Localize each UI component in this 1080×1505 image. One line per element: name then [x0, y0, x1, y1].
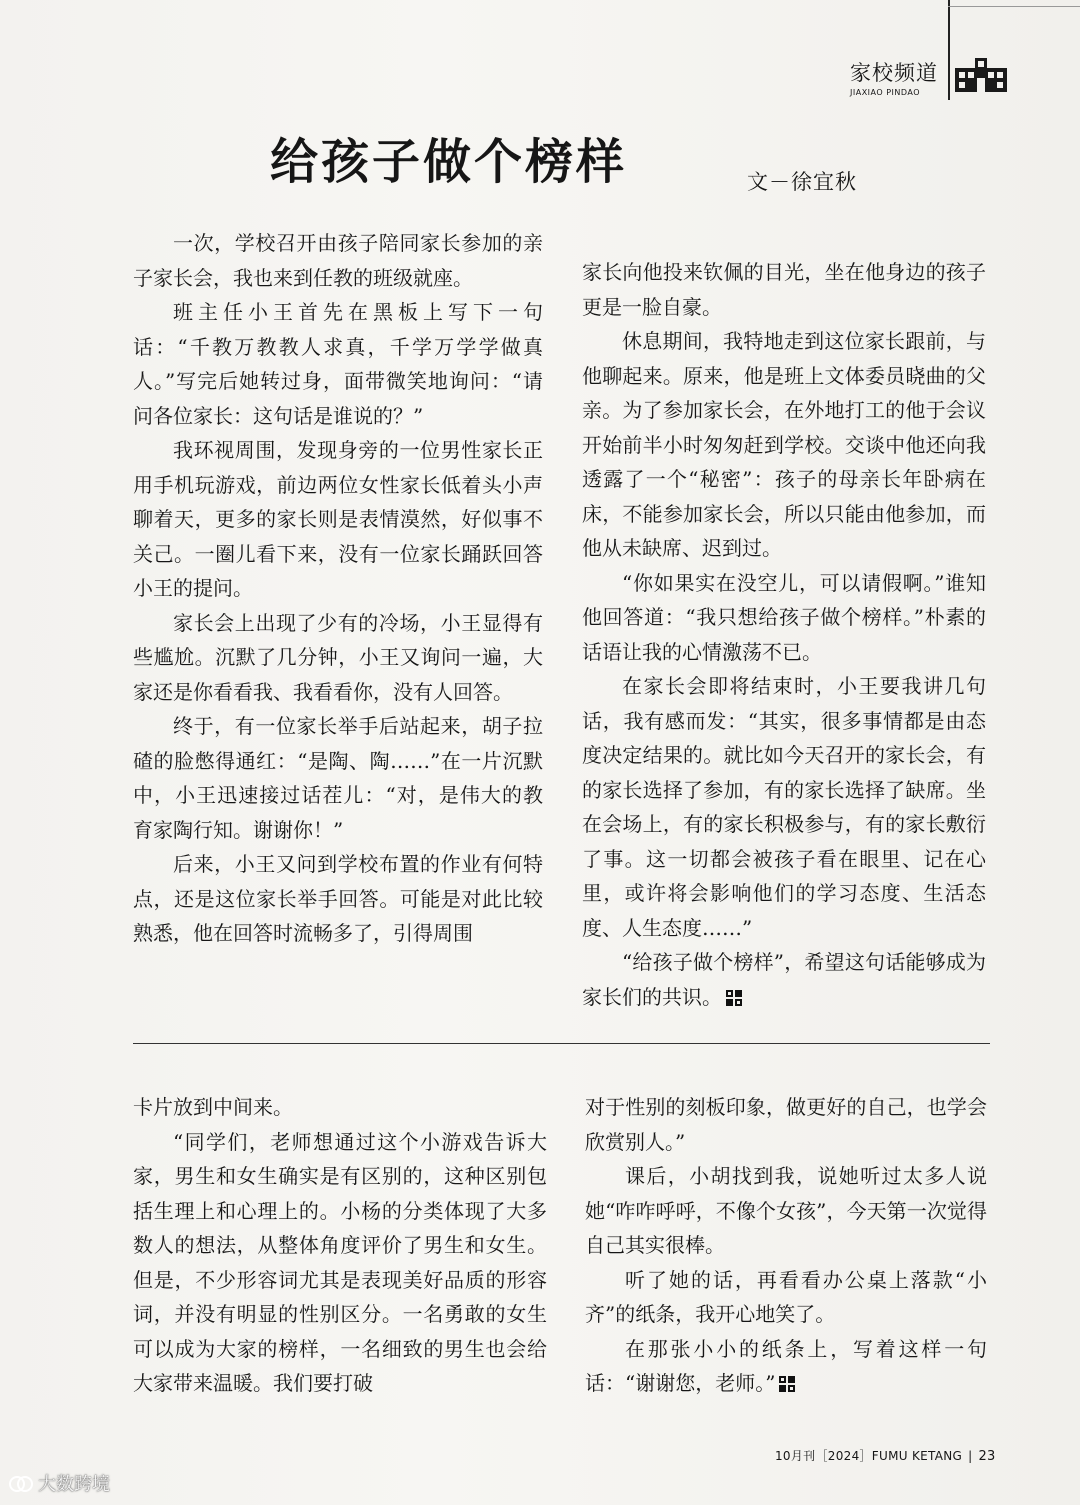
paragraph: 终于，有一位家长举手后站起来，胡子拉碴的脸憋得通红：“是陶、陶……”在一片沉默中，小王迅速接过话茬儿：“对，是伟大的教育家陶行知。谢谢你！” — [133, 714, 543, 842]
bottom-column-left — [133, 1090, 547, 1401]
paragraph-text: 在那张小小的纸条上，写着这样一句话：“谢谢您，老师。” — [585, 1336, 987, 1395]
end-mark-icon — [726, 990, 742, 1006]
paragraph: “你如果实在没空儿，可以请假啊。”谁知他回答道：“我只想给孩子做个榜样。”朴素的话语让我的心情激荡不已。 — [582, 570, 986, 664]
page-number: 23 — [978, 1449, 996, 1464]
article-byline: 文－徐宜秋 — [747, 170, 857, 194]
paragraph-text: “给孩子做个榜样”，希望这句话能够成为家长们的共识。 — [582, 950, 986, 1009]
paragraph: 在家长会即将结束时，小王要我讲几句话，我有感而发：“其实，很多事情都是由态度决定结果的。就比如今天召开的家长会，有的家长选择了参加，有的家长选择了缺席。坐在会场上，有的家长积极参与，有的家长敷衍了事。这一切都会被孩子看在眼里、记在心里，或许将会影响他们的学习态度、生活态度、人生态度……” — [582, 674, 986, 940]
issue-label: 10月刊［2024］FUMU KETANG — [775, 1449, 963, 1463]
header-vertical-rule — [948, 0, 950, 100]
footer-separator: | — [968, 1449, 973, 1463]
paragraph: 对于性别的刻板印象，做更好的自己，也学会欣赏别人。” — [585, 1095, 987, 1154]
paragraph: 家长会上出现了少有的冷场，小王显得有些尴尬。沉默了几分钟，小王又询问一遍，大家还是你看看我、我看看你，没有人回答。 — [133, 610, 543, 704]
paragraph: 一次，学校召开由孩子陪同家长参加的亲子家长会，我也来到任教的班级就座。 — [133, 231, 543, 290]
channel-name: 家校频道 — [850, 61, 938, 85]
paragraph: 后来，小王又问到学校布置的作业有何特点，还是这位家长举手回答。可能是对此比较熟悉，他在回答时流畅多了，引得周围 — [133, 852, 543, 945]
paragraph: 家长向他投来钦佩的目光，坐在他身边的孩子更是一脸自豪。 — [582, 260, 986, 319]
article-column-left — [133, 226, 543, 951]
channel-pinyin: JIAXIAO PINDAO — [850, 88, 921, 97]
paragraph: 休息期间，我特地走到这位家长跟前，与他聊起来。原来，他是班上文体委员晓曲的父亲。为了参加家长会，在外地打工的他于会议开始前半小时匆匆赶到学校。交谈中他还向我透露了一个“秘密”：孩子的母亲长年卧病在床，不能参加家长会，所以只能由他参加，而他从未缺席、迟到过。 — [582, 329, 986, 560]
channel-header — [850, 60, 946, 97]
paragraph: 我环视周围，发现身旁的一位男性家长正用手机玩游戏，前边两位女性家长低着头小声聊着天，更多的家长则是表情漠然，好似事不关己。一圈儿看下来，没有一位家长踊跃回答小王的提问。 — [133, 438, 543, 600]
paragraph: “同学们，老师想通过这个小游戏告诉大家，男生和女生确实是有区别的，这种区别包括生理上和心理上的。小杨的分类体现了大多数人的想法，从整体角度评价了男生和女生。但是，不少形容词尤其是表现美好品质的形容词，并没有明显的性别区分。一名勇敢的女生可以成为大家的榜样，一名细致的男生也会给大家带来温暖。我们要打破 — [133, 1129, 547, 1395]
bottom-column-right — [585, 1090, 987, 1401]
watermark — [8, 1470, 110, 1496]
paragraph-last — [585, 1332, 987, 1401]
school-building-icon — [955, 58, 1007, 92]
watermark-logo-icon — [8, 1475, 34, 1493]
article-column-right — [582, 255, 986, 1014]
paragraph: 班主任小王首先在黑板上写下一句话：“千教万教教人求真，千学万学学做真人。”写完后她转过身，面带微笑地询问：“请问各位家长：这句话是谁说的？” — [133, 300, 543, 428]
paragraph: 听了她的话，再看看办公桌上落款“小齐”的纸条，我开心地笑了。 — [585, 1267, 987, 1326]
paragraph: 课后，小胡找到我，说她听过太多人说她“咋咋呼呼，不像个女孩”，今天第一次觉得自己其实很棒。 — [585, 1164, 987, 1257]
article-title: 给孩子做个榜样 — [270, 134, 628, 190]
page-footer — [775, 1447, 996, 1464]
paragraph: 卡片放到中间来。 — [133, 1095, 293, 1119]
paragraph-last — [582, 945, 986, 1014]
end-mark-icon — [779, 1376, 795, 1392]
section-divider — [133, 1043, 990, 1044]
header-horizontal-rule — [948, 6, 1080, 7]
watermark-text: 大数跨境 — [38, 1474, 110, 1495]
